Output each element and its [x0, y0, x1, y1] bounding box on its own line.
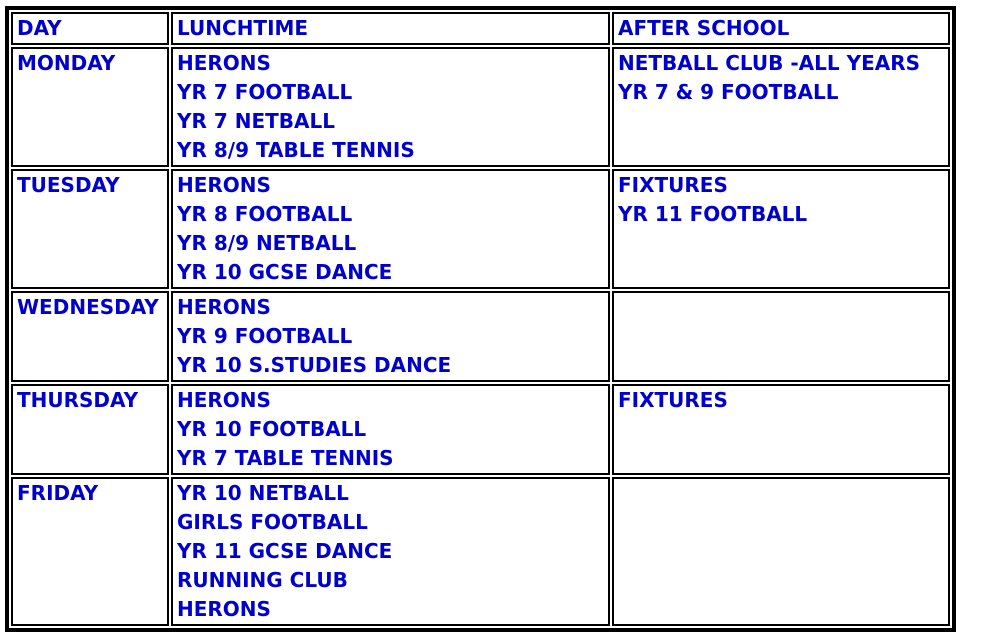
- activity-item: HERONS: [177, 51, 271, 75]
- activity-item: YR 8 FOOTBALL: [177, 202, 353, 226]
- activity-item: YR 8/9 TABLE TENNIS: [177, 138, 415, 162]
- after-school-cell: [612, 47, 950, 167]
- activity-item: YR 10 S.STUDIES DANCE: [177, 353, 452, 377]
- activity-item: HERONS: [177, 295, 271, 319]
- header-row: [11, 12, 950, 45]
- activity-item: HERONS: [177, 597, 271, 621]
- lunchtime-cell: [171, 384, 610, 475]
- table-row: [11, 291, 950, 382]
- activity-item: YR 10 GCSE DANCE: [177, 260, 393, 284]
- table-row: [11, 477, 950, 626]
- activity-item: YR 11 FOOTBALL: [618, 202, 808, 226]
- day-cell: FRIDAY: [11, 477, 169, 626]
- after-school-cell: [612, 477, 950, 626]
- after-school-cell: [612, 169, 950, 289]
- activity-item: YR 7 NETBALL: [177, 109, 335, 133]
- table-row: [11, 384, 950, 475]
- header-lunchtime: LUNCHTIME: [171, 12, 610, 45]
- lunchtime-cell: [171, 291, 610, 382]
- table-row: [11, 169, 950, 289]
- activity-item: NETBALL CLUB -ALL YEARS: [618, 51, 921, 75]
- activity-item: FIXTURES: [618, 388, 728, 412]
- activity-item: YR 11 GCSE DANCE: [177, 539, 393, 563]
- after-school-cell: [612, 291, 950, 382]
- after-school-cell: [612, 384, 950, 475]
- clubs-timetable: [5, 6, 956, 632]
- day-cell: MONDAY: [11, 47, 169, 167]
- activity-item: YR 10 FOOTBALL: [177, 417, 367, 441]
- lunchtime-cell: [171, 169, 610, 289]
- activity-item: RUNNING CLUB: [177, 568, 348, 592]
- activity-item: YR 7 & 9 FOOTBALL: [618, 80, 839, 104]
- activity-item: YR 8/9 NETBALL: [177, 231, 357, 255]
- day-cell: WEDNESDAY: [11, 291, 169, 382]
- activity-item: YR 9 FOOTBALL: [177, 324, 353, 348]
- activity-item: HERONS: [177, 388, 271, 412]
- activity-item: YR 10 NETBALL: [177, 481, 349, 505]
- day-cell: THURSDAY: [11, 384, 169, 475]
- activity-item: YR 7 FOOTBALL: [177, 80, 353, 104]
- activity-item: FIXTURES: [618, 173, 728, 197]
- day-cell: TUESDAY: [11, 169, 169, 289]
- activity-item: GIRLS FOOTBALL: [177, 510, 368, 534]
- lunchtime-cell: [171, 477, 610, 626]
- activity-item: HERONS: [177, 173, 271, 197]
- activity-item: YR 7 TABLE TENNIS: [177, 446, 394, 470]
- header-after-school: AFTER SCHOOL: [612, 12, 950, 45]
- header-day: DAY: [11, 12, 169, 45]
- table-row: [11, 47, 950, 167]
- lunchtime-cell: [171, 47, 610, 167]
